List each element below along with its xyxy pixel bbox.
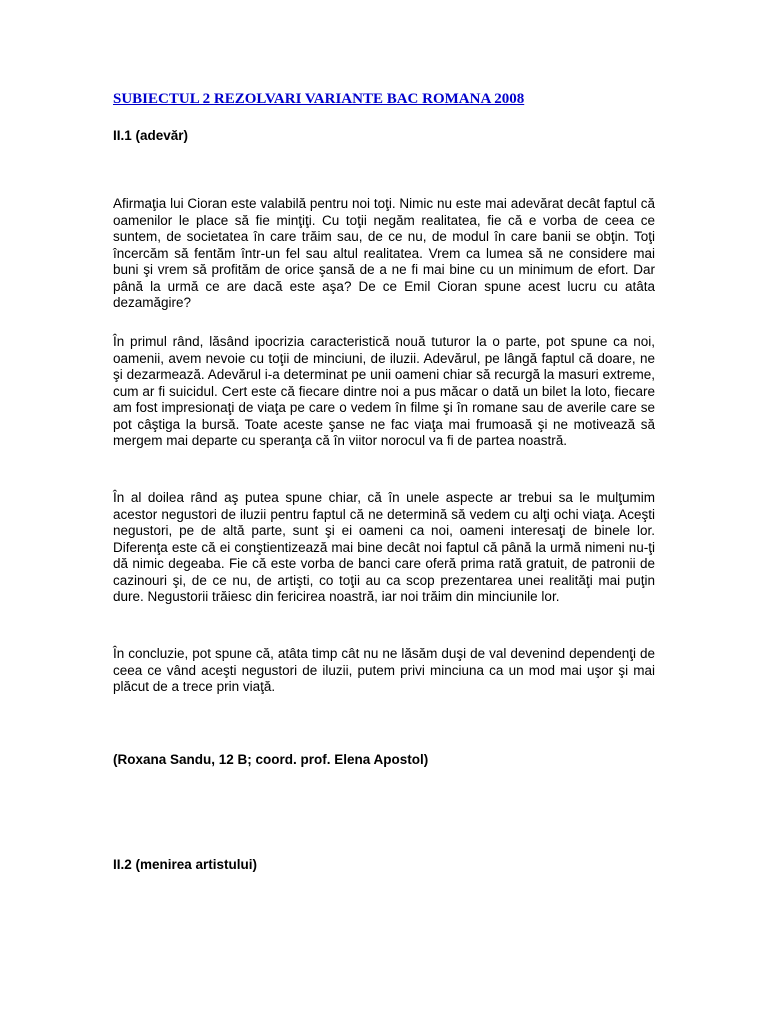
paragraph-first-argument: În primul rând, lăsând ipocrizia caracteristică nouă tuturor la o parte, pot spune ca noi, oamenii, avem nevoie cu toţii de minciuni, de iluzii. Adevărul, pe lângă faptul că doare, ne şi dezarmează. Adevărul i-a determinat pe unii oameni chiar să recurgă la masuri extreme, cum ar fi suicidul. Cert este că fiecare dintre noi a pus măcar o dată un bilet la loto, fiecare am fost impresionaţi de viaţa pe care o vedem în filme şi în romane sau de averile care se pot câştiga la bursă. Toate aceste şanse ne fac viaţa mai frumoasă şi ne motivează să mergem mai departe cu speranţa că în viitor norocul va fi de partea noastră. xyxy=(113,334,655,448)
section-heading-artist-mission: II.2 (menirea artistului) xyxy=(113,857,258,872)
section-heading-truth: II.1 (adevăr) xyxy=(113,128,189,143)
document-title-link[interactable]: SUBIECTUL 2 REZOLVARI VARIANTE BAC ROMANA 2008 xyxy=(113,91,525,107)
author-signature: (Roxana Sandu, 12 B; coord. prof. Elena Apostol) xyxy=(113,752,429,767)
paragraph-second-argument: În al doilea rând aş putea spune chiar, că în unele aspecte ar trebui sa le mulţumim acestor negustori de iluzii pentru faptul că ne determină să vedem cu alţi ochi viaţa. Aceşti negustori, pe de altă parte, sunt şi ei oameni ca noi, oameni interesaţi de binele lor. Diferenţa este că ei conştientizează mai bine decât noi faptul că până la urmă nimeni nu-ţi dă nimic degeaba. Fie că este vorba de banci care oferă prima rată gratuit, de patronii de cazinouri şi, de ce nu, de artişti, co toţii au ca scop prezentarea unei realităţi mai puţin dure. Negustorii trăiesc din fericirea noastră, iar noi trăim din minciunile lor. xyxy=(113,490,655,604)
paragraph-intro: Afirmaţia lui Cioran este valabilă pentru noi toţi. Nimic nu este mai adevărat decât faptul că oamenilor le place să fie minţiţi. Cu toţii negăm realitatea, fie că e vorba de ceea ce suntem, de societatea în care trăim sau, de ce nu, de modul în care banii se obţin. Toţi încercăm să fentăm într-un fel sau altul realitatea. Vrem ca lumea să ne considere mai buni şi vrem să profităm de orice şansă de a ne fi mai bine cu un minimum de efort. Dar până la urmă ce are dacă este aşa? De ce Emil Cioran spune acest lucru cu atâta dezamăgire? xyxy=(113,196,655,310)
paragraph-conclusion: În concluzie, pot spune că, atâta timp cât nu ne lăsăm duşi de val devenind dependenţi de ceea ce vând aceşti negustori de iluzii, putem privi minciuna ca un mod mai uşor şi mai plăcut de a trece prin viaţă. xyxy=(113,646,655,694)
